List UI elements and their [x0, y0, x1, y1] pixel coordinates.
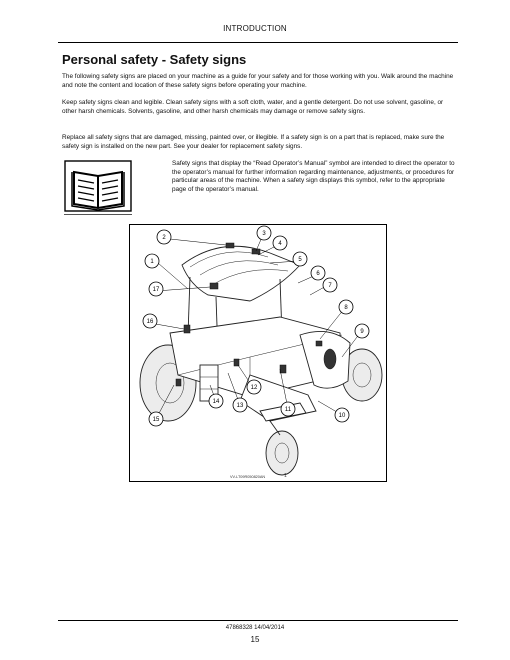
callout-4 — [273, 236, 287, 250]
svg-text:16: 16 — [146, 319, 154, 325]
svg-text:7: 7 — [328, 283, 332, 289]
callout-7 — [323, 278, 337, 292]
callout-1 — [145, 254, 159, 268]
header-divider — [58, 42, 458, 43]
svg-text:6: 6 — [316, 271, 320, 277]
front-tire — [266, 431, 298, 475]
callout-15 — [149, 412, 163, 426]
svg-text:9: 9 — [360, 329, 364, 335]
open-book-icon — [64, 160, 132, 212]
callout-12 — [247, 380, 261, 394]
icon-divider — [64, 214, 132, 215]
callout-16 — [143, 314, 157, 328]
footer-document-reference: 47868328 14/04/2014 — [225, 625, 285, 631]
callout-13 — [233, 398, 247, 412]
figure-code: VV-LT09R050820AN — [230, 475, 266, 479]
svg-text:2: 2 — [162, 235, 166, 241]
svg-text:8: 8 — [344, 305, 348, 311]
safety-sign-locations-figure — [129, 224, 387, 482]
callout-6 — [311, 266, 325, 280]
callout-5 — [293, 252, 307, 266]
manual-symbol-note: Safety signs that display the “Read Operator’s Manual” symbol are intended to direct the operator to the operator’s manual for further information regarding maintenance, adjustments, or procedures for particular areas of the machine. When a safety sign displays this symbol, refer to the appropriate page of the operator’s manual. — [172, 160, 455, 194]
svg-text:4: 4 — [278, 241, 282, 247]
intro-paragraph: The following safety signs are placed on your machine as a guide for your safety and for those working with you. Walk around the machine and note the content and location of these safety signs before operating your machine. — [62, 73, 454, 89]
page-number: 15 — [250, 635, 260, 644]
canopy-roof — [182, 246, 300, 301]
callout-10 — [335, 408, 349, 422]
machine-illustration — [130, 225, 388, 483]
svg-text:5: 5 — [298, 257, 302, 263]
page-title: Personal safety - Safety signs — [62, 52, 247, 67]
svg-text:14: 14 — [212, 399, 220, 405]
callout-17 — [149, 282, 163, 296]
svg-text:3: 3 — [262, 231, 266, 237]
svg-text:15: 15 — [152, 417, 160, 423]
callout-8 — [339, 300, 353, 314]
svg-text:10: 10 — [338, 413, 346, 419]
callout-9 — [355, 324, 369, 338]
callout-11 — [281, 402, 295, 416]
replacement-paragraph: Replace all safety signs that are damaged, missing, painted over, or illegible. If a safety sign is on a part that is replaced, make sure the safety sign is installed on the new part. See your dealer for replacement safety signs. — [62, 134, 445, 150]
footer-divider — [58, 620, 458, 621]
svg-text:1: 1 — [150, 259, 154, 265]
section-header: INTRODUCTION — [223, 24, 287, 33]
callout-14 — [209, 394, 223, 408]
callout-2 — [157, 230, 171, 244]
svg-text:17: 17 — [152, 287, 160, 293]
svg-text:12: 12 — [250, 385, 258, 391]
callout-3 — [257, 226, 271, 240]
svg-text:11: 11 — [284, 407, 292, 413]
svg-text:13: 13 — [236, 403, 244, 409]
figure-number: 1 — [284, 473, 287, 479]
cleaning-paragraph: Keep safety signs clean and legible. Clean safety signs with a soft cloth, water, and a gentle detergent. Do not use solvent, gasoline, or other harsh chemicals. Solvents, gasoline, and other harsh chemicals may damage or remove safety signs. — [62, 99, 444, 115]
